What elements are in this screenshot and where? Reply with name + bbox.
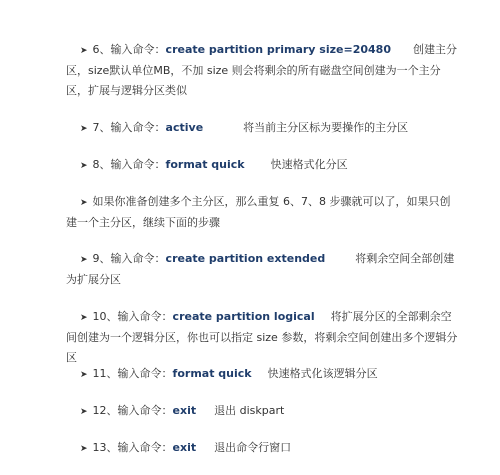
command-text: create partition primary size=20480 xyxy=(165,43,391,56)
step-description: 将剩余空间全部创建为扩展分区 xyxy=(66,252,455,286)
step-10 xyxy=(66,307,458,368)
step-prefix: 13、输入命令： xyxy=(92,441,173,454)
step-prefix: 10、输入命令： xyxy=(92,310,173,323)
step-9 xyxy=(66,249,458,290)
bullet-arrow-icon: ➤ xyxy=(80,255,88,265)
step-prefix: 8、输入命令： xyxy=(92,158,166,171)
note-text: 如果你准备创建多个主分区，那么重复 6、7、8 步骤就可以了，如果只创建一个主分区，继续下面的步骤 xyxy=(66,195,451,229)
command-text: create partition logical xyxy=(172,310,315,323)
bullet-arrow-icon: ➤ xyxy=(80,46,88,56)
bullet-arrow-icon: ➤ xyxy=(80,161,88,171)
step-description: 退出 diskpart xyxy=(214,404,285,417)
bullet-arrow-icon: ➤ xyxy=(80,313,88,323)
command-text: exit xyxy=(172,441,197,454)
step-description: 快速格式化分区 xyxy=(270,158,348,171)
step-prefix: 7、输入命令： xyxy=(92,121,166,134)
command-text: format quick xyxy=(165,158,245,171)
step-description: 快速格式化该逻辑分区 xyxy=(267,367,378,380)
command-text: create partition extended xyxy=(165,252,326,265)
command-text: format quick xyxy=(172,367,252,380)
step-prefix: 6、输入命令： xyxy=(92,43,166,56)
step-12 xyxy=(66,401,458,422)
step-prefix: 12、输入命令： xyxy=(92,404,173,417)
step-6 xyxy=(66,40,458,101)
note-multiple-primary xyxy=(66,192,458,233)
step-11 xyxy=(66,364,458,385)
step-prefix: 11、输入命令： xyxy=(92,367,173,380)
bullet-arrow-icon: ➤ xyxy=(80,370,88,380)
command-text: active xyxy=(165,121,204,134)
step-prefix: 9、输入命令： xyxy=(92,252,166,265)
step-13 xyxy=(66,438,458,459)
step-description: 将当前主分区标为要操作的主分区 xyxy=(243,121,409,134)
bullet-arrow-icon: ➤ xyxy=(80,198,88,208)
command-text: exit xyxy=(172,404,197,417)
step-7 xyxy=(66,118,458,139)
bullet-arrow-icon: ➤ xyxy=(80,444,88,454)
bullet-arrow-icon: ➤ xyxy=(80,124,88,134)
step-description: 创建主分区，size默认单位MB，不加 size 则会将剩余的所有磁盘空间创建为一个主分区，扩展与逻辑分区类似 xyxy=(66,43,457,97)
step-description: 将扩展分区的全部剩余空间创建为一个逻辑分区，你也可以指定 size 参数，将剩余空间创建出多个逻辑分区 xyxy=(66,310,458,364)
bullet-arrow-icon: ➤ xyxy=(80,407,88,417)
step-description: 退出命令行窗口 xyxy=(214,441,292,454)
step-8 xyxy=(66,155,458,176)
